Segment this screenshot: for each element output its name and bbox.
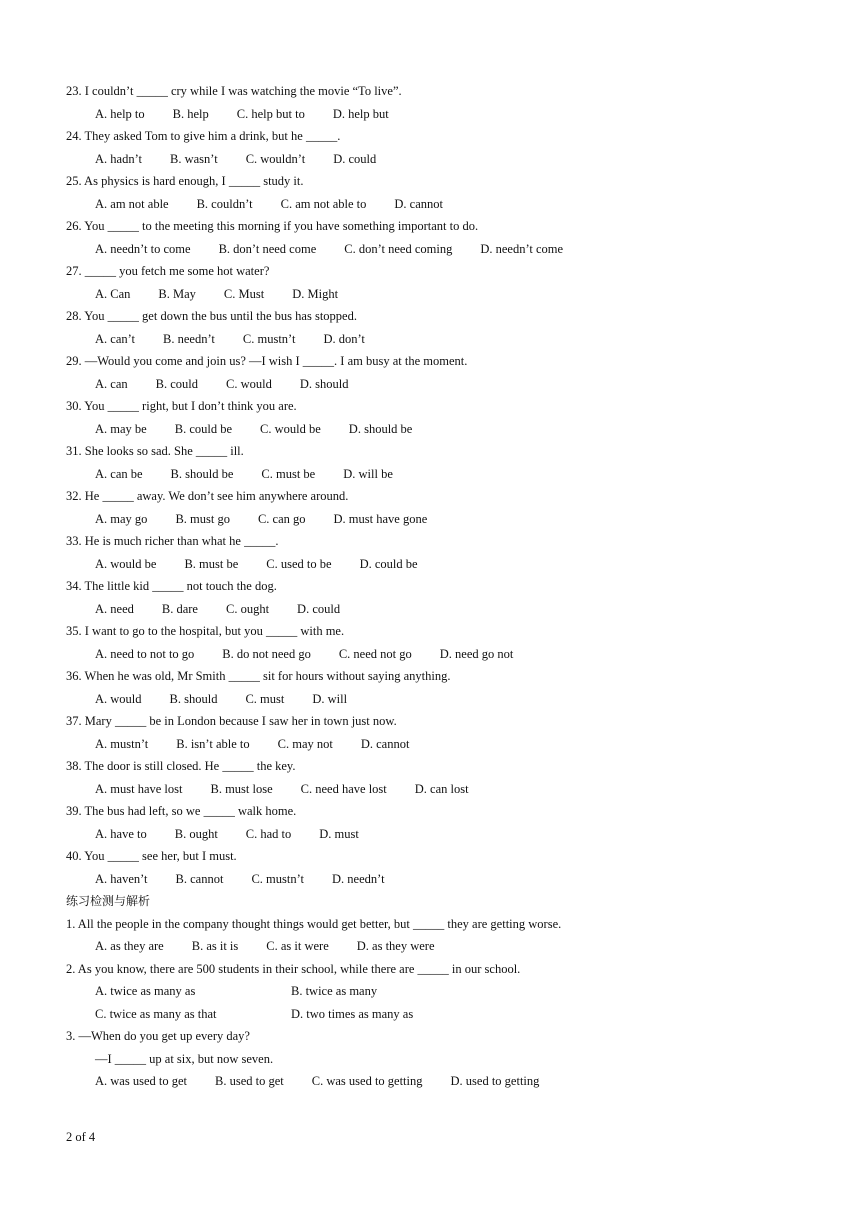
option-b: B. dare bbox=[161, 601, 198, 616]
option-c: C. must be bbox=[261, 466, 316, 481]
question-options bbox=[66, 328, 826, 351]
option-d: D. could bbox=[297, 601, 341, 616]
question-options bbox=[66, 778, 826, 801]
option-d: D. needn’t bbox=[332, 871, 385, 886]
question-options bbox=[66, 598, 826, 621]
question-stem: 35. I want to go to the hospital, but you _____ with me. bbox=[66, 624, 345, 638]
option-b: B. must go bbox=[175, 511, 230, 526]
option-b: B. used to get bbox=[215, 1074, 284, 1088]
question-options bbox=[66, 1070, 826, 1093]
option-b: B. wasn’t bbox=[170, 151, 218, 166]
question-options bbox=[66, 193, 826, 216]
option-b: B. should be bbox=[170, 466, 234, 481]
option-b: B. isn’t able to bbox=[176, 736, 250, 751]
question-options bbox=[66, 373, 826, 396]
option-a: A. help to bbox=[95, 106, 145, 121]
option-b: B. cannot bbox=[175, 871, 224, 886]
option-a: A. may be bbox=[95, 421, 147, 436]
page-number: 2 of 4 bbox=[66, 1130, 96, 1144]
question-options bbox=[66, 148, 826, 171]
option-b: B. twice as many bbox=[291, 984, 378, 998]
option-a: A. as they are bbox=[95, 939, 164, 953]
option-c: C. wouldn’t bbox=[245, 151, 306, 166]
option-a: A. would be bbox=[95, 556, 157, 571]
option-a: A. need to not to go bbox=[95, 646, 195, 661]
option-a: A. haven’t bbox=[95, 871, 148, 886]
option-c: C. would bbox=[225, 376, 272, 391]
question-options bbox=[66, 688, 826, 711]
option-c: C. am not able to bbox=[280, 196, 367, 211]
option-d: D. will be bbox=[343, 466, 393, 481]
option-b: B. as it is bbox=[191, 939, 239, 953]
question-stem: 1. All the people in the company thought things would get better, but _____ they are getting worse. bbox=[66, 916, 562, 931]
option-a: A. hadn’t bbox=[95, 151, 142, 166]
option-c: C. need not go bbox=[338, 646, 412, 661]
question-options bbox=[66, 463, 826, 486]
question-stem: 25. As physics is hard enough, I _____ study it. bbox=[66, 174, 304, 188]
question-options bbox=[66, 980, 826, 1003]
option-d: D. don’t bbox=[323, 331, 365, 346]
question-stem: 30. You _____ right, but I don’t think you are. bbox=[66, 399, 297, 413]
question-options bbox=[66, 283, 826, 306]
option-a: A. can bbox=[95, 376, 128, 391]
option-d: D. could bbox=[333, 151, 377, 166]
option-d: D. should be bbox=[348, 421, 413, 436]
option-a: A. have to bbox=[95, 826, 147, 841]
option-d: D. help but bbox=[332, 106, 389, 121]
question-stem: 31. She looks so sad. She _____ ill. bbox=[66, 444, 244, 458]
question-options bbox=[66, 103, 826, 126]
option-d: D. cannot bbox=[394, 196, 443, 211]
option-b: B. don’t need come bbox=[218, 241, 317, 256]
option-c: C. mustn’t bbox=[251, 871, 305, 886]
document-content bbox=[66, 80, 826, 1093]
question-stem: 24. They asked Tom to give him a drink, but he _____. bbox=[66, 129, 341, 143]
option-a: A. twice as many as bbox=[95, 984, 196, 998]
option-b: B. help bbox=[172, 106, 209, 121]
option-a: A. Can bbox=[95, 286, 131, 301]
option-b: B. could bbox=[155, 376, 198, 391]
option-a: A. can’t bbox=[95, 331, 136, 346]
question-stem: 27. _____ you fetch me some hot water? bbox=[66, 264, 270, 278]
question-options bbox=[66, 238, 826, 261]
option-c: C. would be bbox=[260, 421, 321, 436]
option-d: D. must have gone bbox=[333, 511, 428, 526]
option-a: A. need bbox=[95, 601, 134, 616]
question-options bbox=[66, 823, 826, 846]
option-a: A. needn’t to come bbox=[95, 241, 191, 256]
option-c: C. Must bbox=[223, 286, 265, 301]
question-stem: 3. —When do you get up every day? bbox=[66, 1029, 250, 1043]
option-c: C. may not bbox=[277, 736, 333, 751]
option-d: D. two times as many as bbox=[291, 1006, 414, 1021]
question-reply: —I _____ up at six, but now seven. bbox=[95, 1051, 274, 1066]
question-options bbox=[66, 418, 826, 441]
option-d: D. must bbox=[319, 826, 359, 841]
option-b: B. do not need go bbox=[222, 646, 311, 661]
question-stem: 2. As you know, there are 500 students in their school, while there are _____ in our school. bbox=[66, 961, 521, 976]
question-stem: 37. Mary _____ be in London because I saw her in town just now. bbox=[66, 714, 397, 728]
option-d: D. need go not bbox=[439, 646, 514, 661]
option-c: C. can go bbox=[257, 511, 306, 526]
option-b: B. could be bbox=[174, 421, 233, 436]
option-c: C. need have lost bbox=[300, 781, 387, 796]
question-options bbox=[66, 868, 826, 891]
option-a: A. mustn’t bbox=[95, 736, 149, 751]
question-stem: 40. You _____ see her, but I must. bbox=[66, 849, 237, 863]
section-heading: 练习检测与解析 bbox=[66, 894, 151, 908]
option-d: D. used to getting bbox=[450, 1074, 540, 1088]
option-c: C. had to bbox=[245, 826, 292, 841]
option-c: C. help but to bbox=[236, 106, 305, 121]
option-a: A. was used to get bbox=[95, 1074, 187, 1088]
option-a: A. may go bbox=[95, 511, 148, 526]
question-stem: 33. He is much richer than what he _____. bbox=[66, 534, 279, 548]
option-b: B. couldn’t bbox=[196, 196, 253, 211]
option-b: B. needn’t bbox=[163, 331, 215, 346]
option-d: D. can lost bbox=[414, 781, 469, 796]
option-b: B. May bbox=[158, 286, 196, 301]
option-d: D. needn’t come bbox=[480, 241, 564, 256]
option-b: B. must be bbox=[184, 556, 239, 571]
option-d: D. cannot bbox=[360, 736, 410, 751]
option-b: B. must lose bbox=[210, 781, 273, 796]
option-a: A. am not able bbox=[95, 196, 169, 211]
option-c: C. was used to getting bbox=[311, 1074, 423, 1088]
option-a: A. can be bbox=[95, 466, 143, 481]
question-options bbox=[66, 1003, 826, 1026]
question-options bbox=[66, 935, 826, 958]
option-a: A. must have lost bbox=[95, 781, 183, 796]
question-stem: 36. When he was old, Mr Smith _____ sit for hours without saying anything. bbox=[66, 669, 451, 683]
option-b: B. ought bbox=[174, 826, 218, 841]
option-c: C. must bbox=[245, 691, 285, 706]
option-b: B. should bbox=[169, 691, 218, 706]
option-c: C. used to be bbox=[266, 556, 332, 571]
question-stem: 28. You _____ get down the bus until the bus has stopped. bbox=[66, 309, 357, 323]
question-stem: 34. The little kid _____ not touch the dog. bbox=[66, 579, 277, 593]
question-options bbox=[66, 508, 826, 531]
question-list bbox=[66, 80, 826, 890]
option-c: C. twice as many as that bbox=[95, 1006, 217, 1021]
option-d: D. should bbox=[299, 376, 349, 391]
question-stem: 32. He _____ away. We don’t see him anywhere around. bbox=[66, 489, 349, 503]
option-d: D. will bbox=[312, 691, 348, 706]
option-c: C. mustn’t bbox=[242, 331, 296, 346]
question-stem: 23. I couldn’t _____ cry while I was watching the movie “To live”. bbox=[66, 84, 402, 98]
option-d: D. could be bbox=[359, 556, 418, 571]
question-options bbox=[66, 733, 826, 756]
question-options bbox=[66, 643, 826, 666]
question-stem: 38. The door is still closed. He _____ the key. bbox=[66, 759, 296, 773]
question-stem: 26. You _____ to the meeting this morning if you have something important to do. bbox=[66, 219, 479, 233]
question-stem: 29. —Would you come and join us? —I wish I _____. I am busy at the moment. bbox=[66, 354, 468, 368]
option-d: D. Might bbox=[292, 286, 339, 301]
question-stem: 39. The bus had left, so we _____ walk home. bbox=[66, 804, 297, 818]
option-c: C. as it were bbox=[266, 939, 329, 953]
option-c: C. don’t need coming bbox=[344, 241, 453, 256]
question-options bbox=[66, 553, 826, 576]
option-d: D. as they were bbox=[356, 939, 435, 953]
option-c: C. ought bbox=[225, 601, 270, 616]
option-a: A. would bbox=[95, 691, 142, 706]
